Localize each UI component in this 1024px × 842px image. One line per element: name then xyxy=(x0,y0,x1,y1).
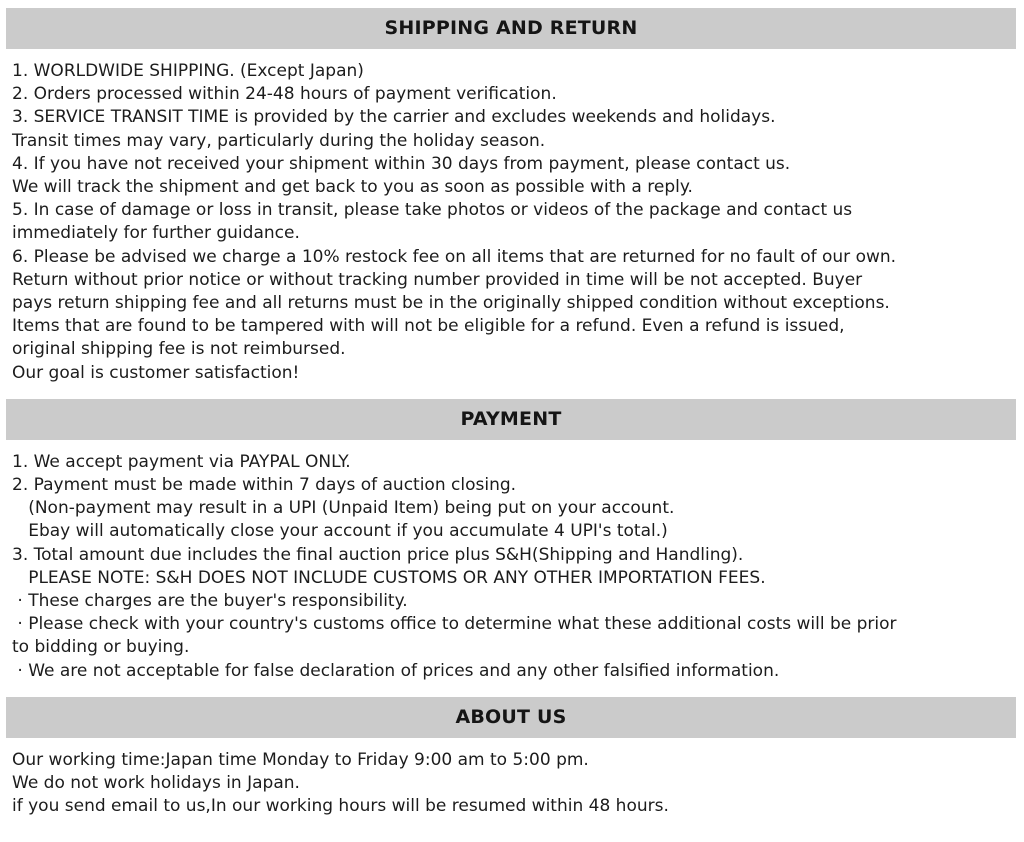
listing-policy-document xyxy=(0,8,1024,842)
text-line: 4. If you have not received your shipment within 30 days from payment, please contact us. xyxy=(12,153,791,174)
text-line: Our goal is customer satisfaction! xyxy=(12,362,300,383)
text-line: 2. Orders processed within 24-48 hours of payment verification. xyxy=(12,84,557,105)
text-line: 3. SERVICE TRANSIT TIME is provided by the carrier and excludes weekends and holidays. xyxy=(12,107,776,128)
text-line: · Please check with your country's customs office to determine what these additional costs will be prior xyxy=(12,614,897,635)
text-line: Return without prior notice or without tracking number provided in time will be not accepted. Buyer xyxy=(12,269,863,290)
payment-title: PAYMENT xyxy=(6,399,1016,440)
shipping-and-return-title: SHIPPING AND RETURN xyxy=(6,8,1016,49)
text-line: PLEASE NOTE: S&H DOES NOT INCLUDE CUSTOMS OR ANY OTHER IMPORTATION FEES. xyxy=(12,567,766,588)
text-line: Transit times may vary, particularly during the holiday season. xyxy=(12,130,546,151)
text-line: (Non-payment may result in a UPI (Unpaid Item) being put on your account. xyxy=(12,498,675,519)
section-about-us xyxy=(0,697,1024,833)
text-line: 1. WORLDWIDE SHIPPING. (Except Japan) xyxy=(12,61,364,81)
text-line: Items that are found to be tampered with will not be eligible for a refund. Even a refund is issued, xyxy=(12,316,845,337)
text-line: 6. Please be advised we charge a 10% restock fee on all items that are returned for no fault of our own. xyxy=(12,246,897,267)
text-line: original shipping fee is not reimbursed. xyxy=(12,339,346,360)
text-line: 2. Payment must be made within 7 days of auction closing. xyxy=(12,475,517,496)
text-line: immediately for further guidance. xyxy=(12,223,300,244)
text-line: Our working time:Japan time Monday to Friday 9:00 am to 5:00 pm. xyxy=(12,749,589,770)
about-us-body xyxy=(0,738,1024,833)
text-line: · We are not acceptable for false declaration of prices and any other falsified information. xyxy=(12,660,780,681)
about-us-title: ABOUT US xyxy=(6,697,1016,738)
text-line: We will track the shipment and get back to you as soon as possible with a reply. xyxy=(12,177,693,198)
section-payment xyxy=(0,399,1024,697)
text-line: 1. We accept payment via PAYPAL ONLY. xyxy=(12,451,351,472)
shipping-and-return-body xyxy=(0,49,1024,399)
text-line: to bidding or buying. xyxy=(12,637,190,658)
text-line: if you send email to us,In our working hours will be resumed within 48 hours. xyxy=(12,796,669,817)
payment-body xyxy=(0,440,1024,697)
text-line: pays return shipping fee and all returns must be in the originally shipped condition without exceptions. xyxy=(12,293,890,314)
text-line: We do not work holidays in Japan. xyxy=(12,773,300,794)
text-line: · These charges are the buyer's responsibility. xyxy=(12,591,408,612)
text-line: 5. In case of damage or loss in transit, please take photos or videos of the package and contact us xyxy=(12,200,853,221)
text-line: Ebay will automatically close your account if you accumulate 4 UPI's total.) xyxy=(12,521,668,542)
text-line: 3. Total amount due includes the final auction price plus S&H(Shipping and Handling). xyxy=(12,544,744,565)
section-shipping-and-return xyxy=(0,8,1024,399)
